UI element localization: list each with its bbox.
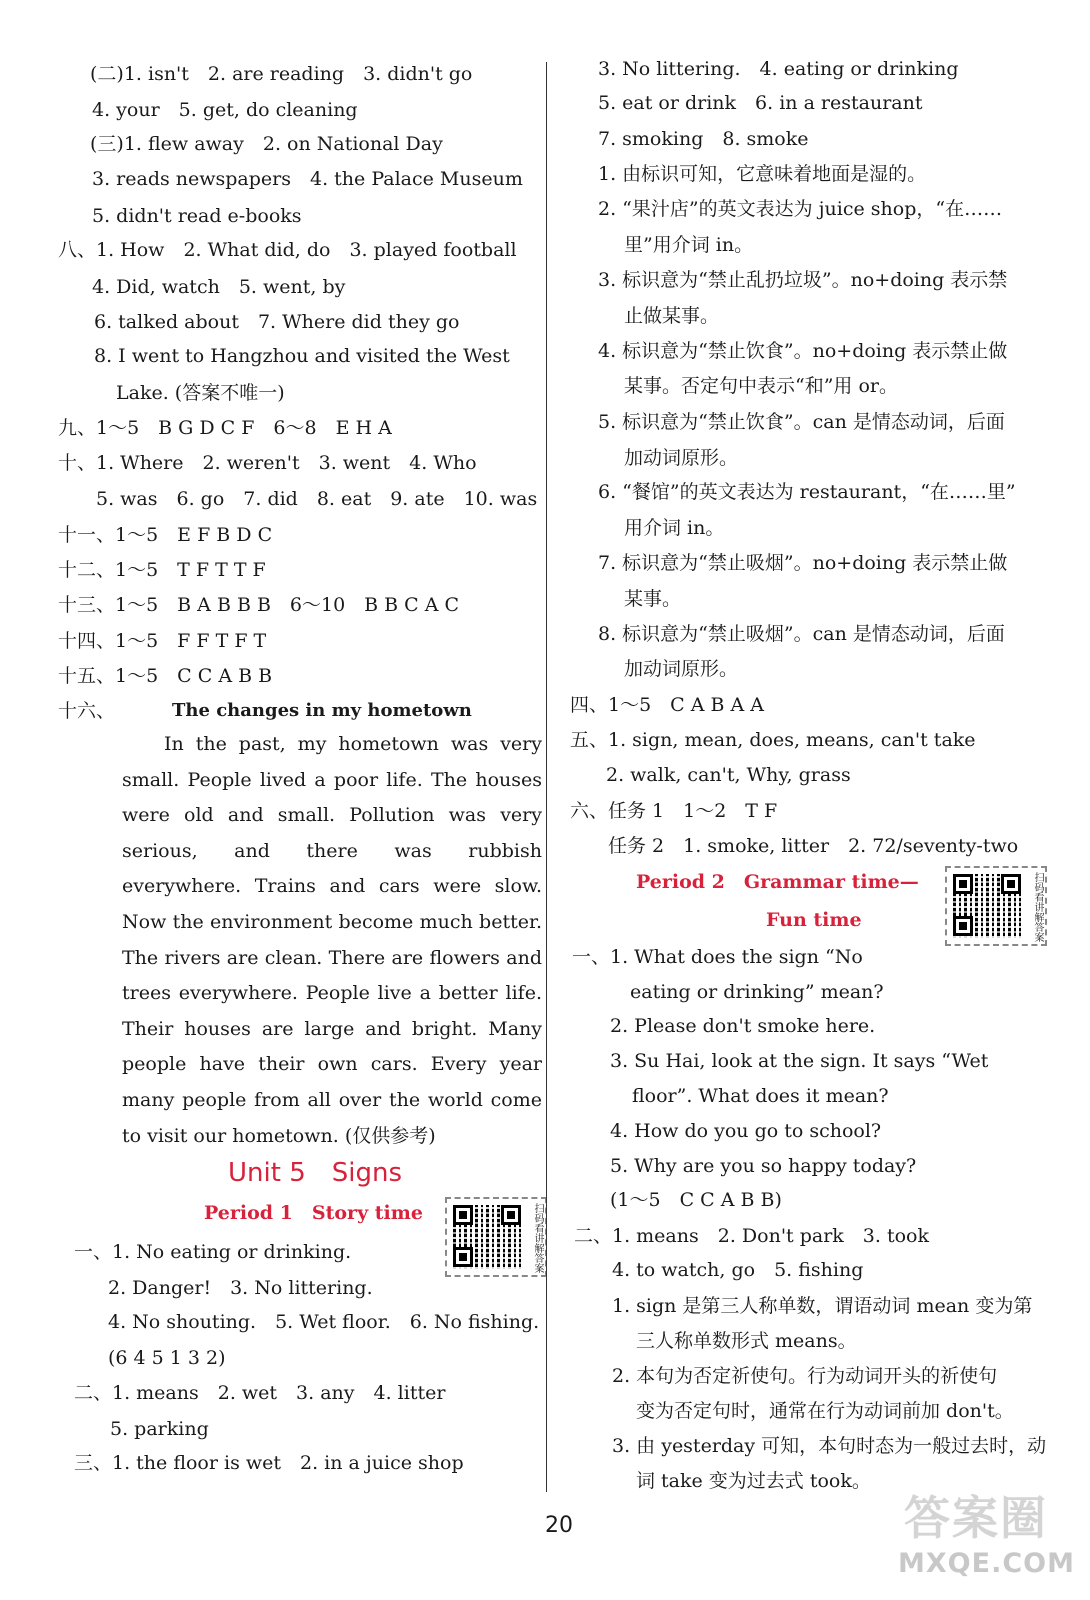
answer-line: 5. didn't read e-books xyxy=(92,205,302,227)
explanation-line: 3. 由 yesterday 可知，本句时态为一般过去时，动 xyxy=(612,1435,1047,1457)
answer-line: 5. Why are you so happy today? xyxy=(610,1155,917,1177)
column-divider xyxy=(546,62,547,1492)
answer-line: 5. was 6. go 7. did 8. eat 9. ate 10. was xyxy=(96,488,538,510)
explanation-line: 2. 本句为否定祈使句。行为动词开头的祈使句 xyxy=(612,1365,998,1387)
explanation-line: 3. 标识意为“禁止乱扔垃圾”。no+doing 表示禁 xyxy=(598,269,1008,291)
explanation-line: 变为否定句时，通常在行为动词前加 don't。 xyxy=(636,1400,1014,1422)
answer-line: 十一、1～5 E F B D C xyxy=(58,524,273,546)
period-title-continued: Fun time xyxy=(766,909,862,931)
explanation-line: 里”用介词 in。 xyxy=(624,234,754,256)
answer-line: 十二、1～5 T F T T F xyxy=(58,559,266,581)
answer-line: 5. parking xyxy=(110,1418,209,1440)
answer-line: floor”. What does it mean? xyxy=(632,1085,889,1107)
answer-line: 4. How do you go to school? xyxy=(610,1120,882,1142)
explanation-line: 三人称单数形式 means。 xyxy=(636,1330,857,1352)
answer-line: Lake. (答案不唯一) xyxy=(116,382,285,404)
explanation-line: 2. “果汁店”的英文表达为 juice shop，“在…… xyxy=(598,198,1003,220)
qr-code[interactable] xyxy=(945,866,1047,946)
watermark-logo xyxy=(880,1482,1075,1592)
qr-label: 扫码看讲解答案 xyxy=(1032,872,1043,942)
answer-line: 九、1～5 B G D C F 6～8 E H A xyxy=(58,417,392,439)
answer-line: 7. smoking 8. smoke xyxy=(598,128,809,150)
answer-line: 十五、1～5 C C A B B xyxy=(58,665,273,687)
explanation-line: 8. 标识意为“禁止吸烟”。can 是情态动词，后面 xyxy=(598,623,1005,645)
answer-line: 2. walk, can't, Why, grass xyxy=(606,764,851,786)
answer-line: 二、1. means 2. wet 3. any 4. litter xyxy=(74,1382,446,1404)
explanation-line: 4. 标识意为“禁止饮食”。no+doing 表示禁止做 xyxy=(598,340,1008,362)
watermark-text: 答案圈 xyxy=(904,1491,1048,1545)
period-title: Period 1 Story time xyxy=(204,1202,423,1224)
answer-line: 4. No shouting. 5. Wet floor. 6. No fishing. xyxy=(108,1311,540,1333)
unit-title: Unit 5 Signs xyxy=(228,1158,402,1188)
explanation-line: 止做某事。 xyxy=(624,305,720,327)
watermark-url: MXQE.COM xyxy=(898,1548,1075,1579)
answer-line: (1～5 C C A B B) xyxy=(610,1189,782,1211)
explanation-line: 某事。否定句中表示“和”用 or。 xyxy=(624,375,898,397)
answer-line: 一、1. What does the sign “No xyxy=(572,946,863,968)
answer-line: 四、1～5 C A B A A xyxy=(570,694,764,716)
answer-line: 3. reads newspapers 4. the Palace Museum xyxy=(92,168,523,190)
explanation-line: 加动词原形。 xyxy=(624,447,739,469)
answer-line: (6 4 5 1 3 2) xyxy=(108,1347,226,1369)
answer-line: 十三、1～5 B A B B B 6～10 B B C A C xyxy=(58,594,460,616)
explanation-line: 7. 标识意为“禁止吸烟”。no+doing 表示禁止做 xyxy=(598,552,1008,574)
answer-line: (二)1. isn't 2. are reading 3. didn't go xyxy=(90,63,473,85)
answer-line: 六、任务 1 1～2 T F xyxy=(570,800,778,822)
answer-line: 五、1. sign, mean, does, means, can't take xyxy=(570,729,976,751)
answer-line: (三)1. flew away 2. on National Day xyxy=(90,133,443,155)
explanation-line: 1. sign 是第三人称单数，谓语动词 mean 变为第 xyxy=(612,1295,1033,1317)
explanation-line: 词 take 变为过去式 took。 xyxy=(636,1470,871,1492)
answer-line: 二、1. means 2. Don't park 3. took xyxy=(574,1225,929,1247)
answer-line: 三、1. the floor is wet 2. in a juice shop xyxy=(74,1452,464,1474)
answer-line: 十四、1～5 F F T F T xyxy=(58,630,267,652)
answer-line: 4. your 5. get, do cleaning xyxy=(92,99,358,121)
explanation-line: 用介词 in。 xyxy=(624,517,725,539)
answer-line: 4. Did, watch 5. went, by xyxy=(92,276,346,298)
explanation-line: 加动词原形。 xyxy=(624,658,739,680)
answer-line: 2. Please don't smoke here. xyxy=(610,1015,876,1037)
essay-title: The changes in my hometown xyxy=(172,700,472,721)
explanation-line: 1. 由标识可知，它意味着地面是湿的。 xyxy=(598,163,927,185)
answer-line: 5. eat or drink 6. in a restaurant xyxy=(598,92,923,114)
answer-line: 8. I went to Hangzhou and visited the West xyxy=(94,345,510,367)
answer-line: 3. Su Hai, look at the sign. It says “Wet xyxy=(610,1050,989,1072)
answer-line: 2. Danger! 3. No littering. xyxy=(108,1277,373,1299)
period-title: Period 2 Grammar time— xyxy=(636,871,919,893)
answer-line: 一、1. No eating or drinking. xyxy=(74,1241,352,1263)
answer-line: 3. No littering. 4. eating or drinking xyxy=(598,58,959,80)
explanation-line: 某事。 xyxy=(624,588,682,610)
answer-line: eating or drinking” mean? xyxy=(630,981,884,1003)
explanation-line: 5. 标识意为“禁止饮食”。can 是情态动词，后面 xyxy=(598,411,1005,433)
essay-paragraph: In the past, my hometown was very small. People lived a poor life. The houses were old and small. Pollution was very serious, and there was rubbish everywhere. Trains and cars were slow. Now the environment become much better. The rivers are clean. There are flowers and trees everywhere. People live a better life. Their houses are large and bright. Many people have their own cars. Every year many people from all over the world come to visit our hometown. (仅供参考) xyxy=(122,733,542,1147)
qr-code[interactable] xyxy=(445,1197,547,1277)
answer-line: 6. talked about 7. Where did they go xyxy=(94,311,460,333)
answer-line: 十六、 xyxy=(58,700,116,722)
answer-line: 十、1. Where 2. weren't 3. went 4. Who xyxy=(58,452,477,474)
answer-line: 任务 2 1. smoke, litter 2. 72/seventy-two xyxy=(608,835,1019,857)
answer-line: 4. to watch, go 5. fishing xyxy=(612,1259,864,1281)
answer-line: 八、1. How 2. What did, do 3. played football xyxy=(58,239,517,261)
page-number: 20 xyxy=(545,1513,573,1538)
explanation-line: 6. “餐馆”的英文表达为 restaurant，“在……里” xyxy=(598,481,1016,503)
qr-label: 扫码看讲解答案 xyxy=(532,1203,543,1273)
